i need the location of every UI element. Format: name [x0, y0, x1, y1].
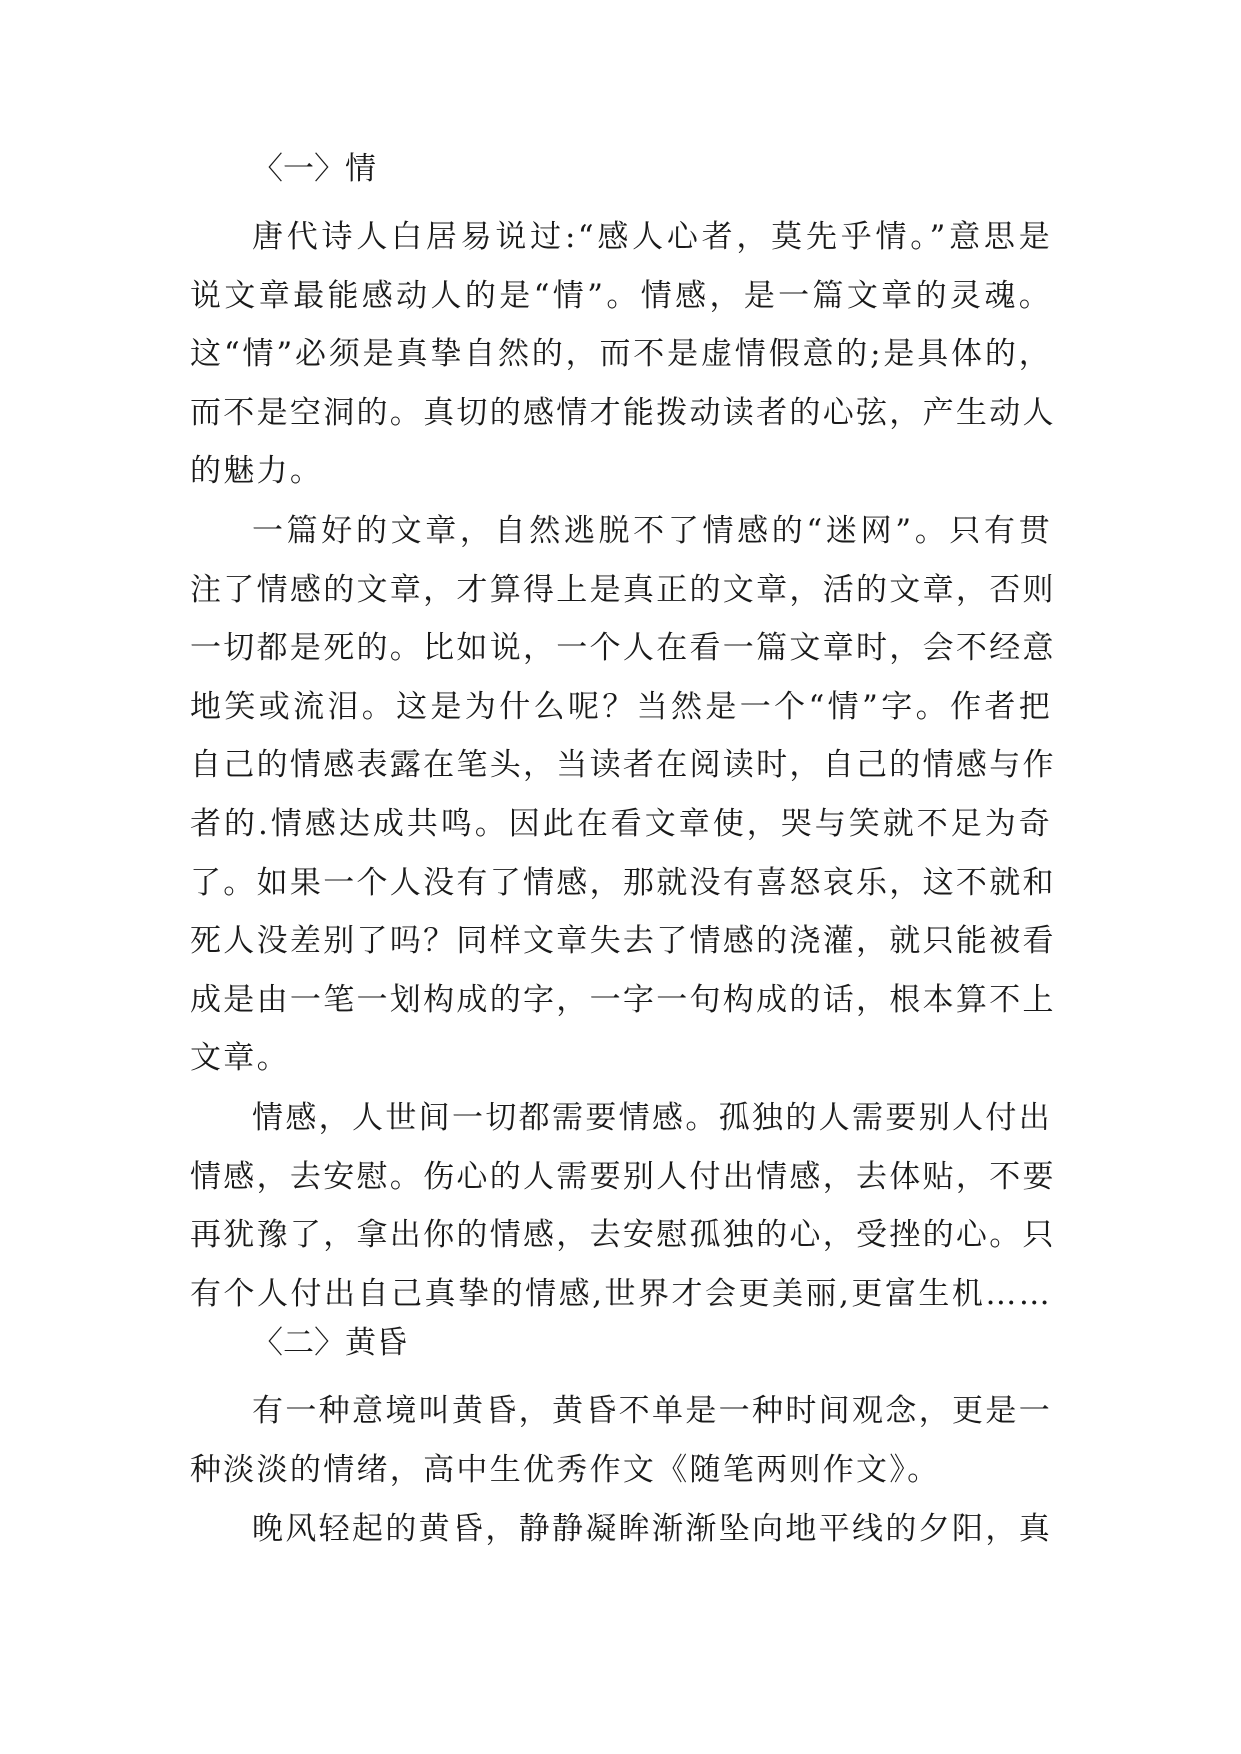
text-line: 说文章最能感动人的是“情”。情感，是一篇文章的灵魂。 — [190, 277, 1052, 314]
text-line: 晚风轻起的黄昏，静静凝眸渐渐坠向地平线的夕阳，真 — [252, 1511, 1052, 1548]
text-line: 再犹豫了，拿出你的情感，去安慰孤独的心，受挫的心。只 — [190, 1217, 1056, 1254]
text-line: 者的.情感达成共鸣。因此在看文章使，哭与笑就不足为奇 — [190, 805, 1052, 842]
text-line: 死人没差别了吗？同样文章失去了情感的浇灌，就只能被看 — [190, 923, 1056, 960]
text-line: 自己的情感表露在笔头，当读者在阅读时，自己的情感与作 — [190, 747, 1056, 784]
text-line: 种淡淡的情绪，高中生优秀作文《随笔两则作文》。 — [190, 1451, 941, 1488]
text-line: 有个人付出自己真挚的情感,世界才会更美丽,更富生机…… — [190, 1275, 1052, 1312]
text-line: 成是由一笔一划构成的字，一字一句构成的话，根本算不上 — [190, 981, 1056, 1018]
paragraph — [190, 208, 1056, 501]
text-line: 了。如果一个人没有了情感，那就没有喜怒哀乐，这不就和 — [190, 864, 1056, 901]
section-heading-2: 〈二〉黄昏 — [252, 1325, 407, 1362]
paragraph — [190, 1089, 1056, 1323]
text-line: 的魅力。 — [190, 453, 324, 490]
text-line: 注了情感的文章，才算得上是真正的文章，活的文章，否则 — [190, 571, 1056, 608]
text-line: 一切都是死的。比如说，一个人在看一篇文章时，会不经意 — [190, 630, 1056, 667]
text-line: 一篇好的文章，自然逃脱不了情感的“迷网”。只有贯 — [252, 512, 1052, 549]
text-line: 有一种意境叫黄昏，黄昏不单是一种时间观念，更是一 — [252, 1393, 1052, 1430]
paragraph — [190, 1382, 1052, 1499]
text-line: 这“情”必须是真挚自然的，而不是虚情假意的;是具体的， — [190, 336, 1052, 373]
text-line: 唐代诗人白居易说过:“感人心者，莫先乎情。”意思是 — [252, 219, 1052, 255]
section-heading-1: 〈一〉情 — [252, 151, 376, 187]
text-line: 情感，人世间一切都需要情感。孤独的人需要别人付出 — [252, 1099, 1052, 1136]
document-page — [190, 150, 1056, 1560]
text-line: 地笑或流泪。这是为什么呢？当然是一个“情”字。作者把 — [190, 688, 1052, 725]
section-2-body — [190, 1382, 1052, 1559]
text-line: 情感，去安慰。伤心的人需要别人付出情感，去体贴，不要 — [190, 1158, 1056, 1195]
paragraph — [190, 1500, 1052, 1559]
paragraph — [190, 502, 1056, 1088]
text-line: 而不是空洞的。真切的感情才能拨动读者的心弦，产生动人 — [190, 394, 1056, 431]
section-1-body — [190, 208, 1056, 1323]
text-line: 文章。 — [190, 1040, 290, 1077]
